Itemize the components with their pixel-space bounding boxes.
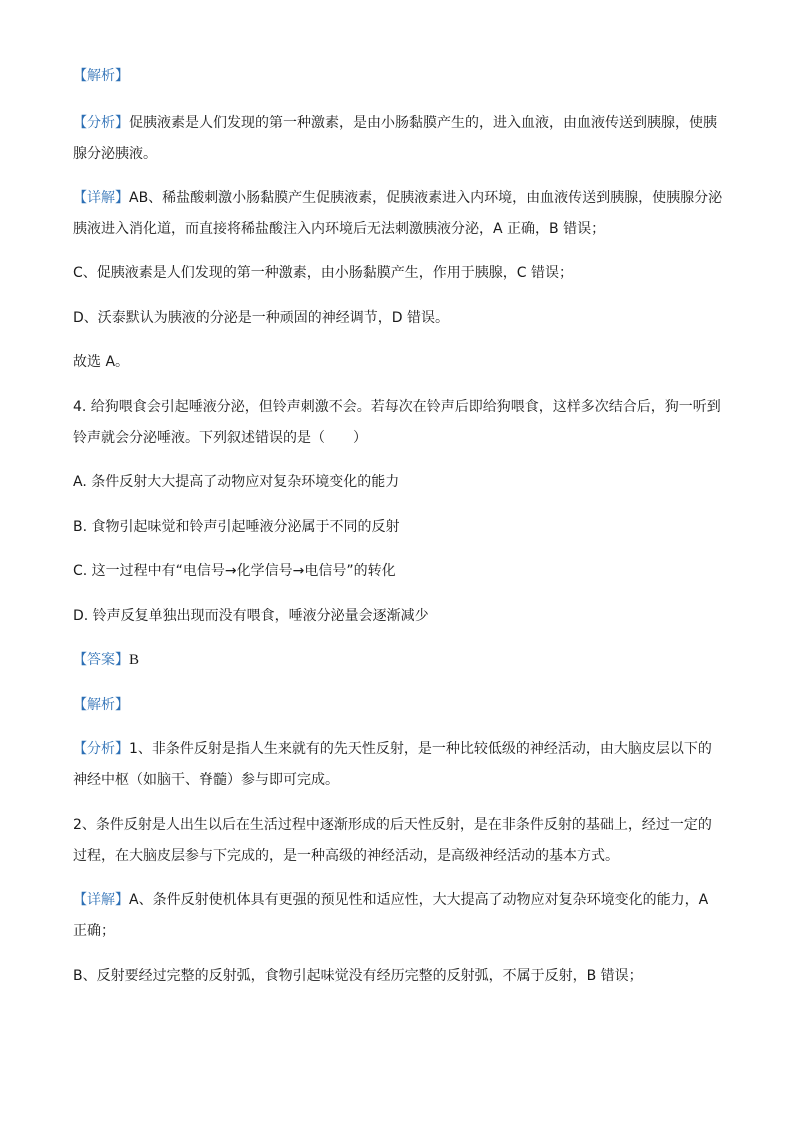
detail-item-b bbox=[73, 966, 734, 986]
option-d-text: D. 铃声反复单独出现而没有喂食，唾液分泌量会逐渐减少 bbox=[73, 608, 429, 624]
option-d bbox=[73, 606, 734, 626]
analysis-tag: 【解析】 bbox=[73, 697, 129, 713]
analysis-tag: 【解析】 bbox=[73, 68, 129, 84]
analysis-paragraph-line bbox=[73, 144, 734, 164]
option-a bbox=[73, 472, 734, 492]
option-c-text: C. 这一过程中有“电信号→化学信号→电信号”的转化 bbox=[73, 563, 396, 579]
xiangjie-text: 正确； bbox=[73, 923, 115, 939]
answer-tag: 【答案】 bbox=[73, 652, 129, 668]
xiangjie-text: 胰液进入消化道，而直接将稀盐酸注入内环境后无法刺激胰液分泌，A 正确，B 错误； bbox=[73, 221, 606, 237]
detail-paragraph-line bbox=[73, 890, 734, 910]
detail-item-c-text: C、促胰液素是人们发现的第一种激素，由小肠黏膜产生，作用于胰腺，C 错误； bbox=[73, 265, 573, 281]
option-b bbox=[73, 517, 734, 537]
analysis-paragraph-line bbox=[73, 846, 734, 866]
xiangjie-text: A、条件反射使机体具有更强的预见性和适应性，大大提高了动物应对复杂环境变化的能力，A bbox=[129, 892, 709, 908]
fenxi-text: 促胰液素是人们发现的第一种激素，是由小肠黏膜产生的，进入血液，由血液传送到胰腺，使胰 bbox=[129, 115, 717, 131]
analysis-paragraph-line bbox=[73, 113, 734, 133]
analysis-heading bbox=[73, 66, 734, 86]
xiangjie-tag: 【详解】 bbox=[73, 892, 129, 908]
xiangjie-text: AB、稀盐酸刺激小肠黏膜产生促胰液素，促胰液素进入内环境，由血液传送到胰腺，使胰腺分泌 bbox=[129, 190, 723, 206]
conclusion-text: 故选 A。 bbox=[73, 354, 130, 370]
answer-value: B bbox=[129, 652, 140, 668]
analysis-paragraph-line bbox=[73, 739, 734, 759]
fenxi-tag: 【分析】 bbox=[73, 741, 129, 757]
option-b-text: B. 食物引起味觉和铃声引起唾液分泌属于不同的反射 bbox=[73, 519, 400, 535]
question-stem-text: 铃声就会分泌唾液。下列叙述错误的是（ ） bbox=[73, 430, 367, 446]
fenxi-text: 1、非条件反射是指人生来就有的先天性反射，是一种比较低级的神经活动，由大脑皮层以下的 bbox=[129, 741, 712, 757]
fenxi-text: 2、条件反射是人出生以后在生活过程中逐渐形成的后天性反射，是在非条件反射的基础上，经过一定的 bbox=[73, 817, 712, 833]
detail-item-d-text: D、沃泰默认为胰液的分泌是一种顽固的神经调节，D 错误。 bbox=[73, 310, 450, 326]
fenxi-text: 腺分泌胰液。 bbox=[73, 146, 157, 162]
detail-item-d bbox=[73, 308, 734, 328]
detail-item-c bbox=[73, 263, 734, 283]
option-a-text: A. 条件反射大大提高了动物应对复杂环境变化的能力 bbox=[73, 474, 400, 490]
detail-paragraph-line bbox=[73, 921, 734, 941]
fenxi-text: 神经中枢（如脑干、脊髓）参与即可完成。 bbox=[73, 772, 339, 788]
xiangjie-text: B、反射要经过完整的反射弧，食物引起味觉没有经历完整的反射弧，不属于反射，B 错误； bbox=[73, 968, 643, 984]
analysis-paragraph-line bbox=[73, 770, 734, 790]
answer-line bbox=[73, 650, 734, 670]
detail-paragraph-line bbox=[73, 219, 734, 239]
fenxi-tag: 【分析】 bbox=[73, 115, 129, 131]
question-stem-text: 4. 给狗喂食会引起唾液分泌，但铃声刺激不会。若每次在铃声后即给狗喂食，这样多次结合后，狗一听到 bbox=[73, 399, 721, 415]
analysis-heading bbox=[73, 695, 734, 715]
fenxi-text: 过程，在大脑皮层参与下完成的，是一种高级的神经活动，是高级神经活动的基本方式。 bbox=[73, 848, 619, 864]
question-stem-line bbox=[73, 397, 734, 417]
analysis-paragraph-line bbox=[73, 815, 734, 835]
xiangjie-tag: 【详解】 bbox=[73, 190, 129, 206]
detail-paragraph-line bbox=[73, 188, 734, 208]
conclusion bbox=[73, 352, 734, 372]
question-stem-line bbox=[73, 428, 734, 448]
option-c bbox=[73, 561, 734, 581]
